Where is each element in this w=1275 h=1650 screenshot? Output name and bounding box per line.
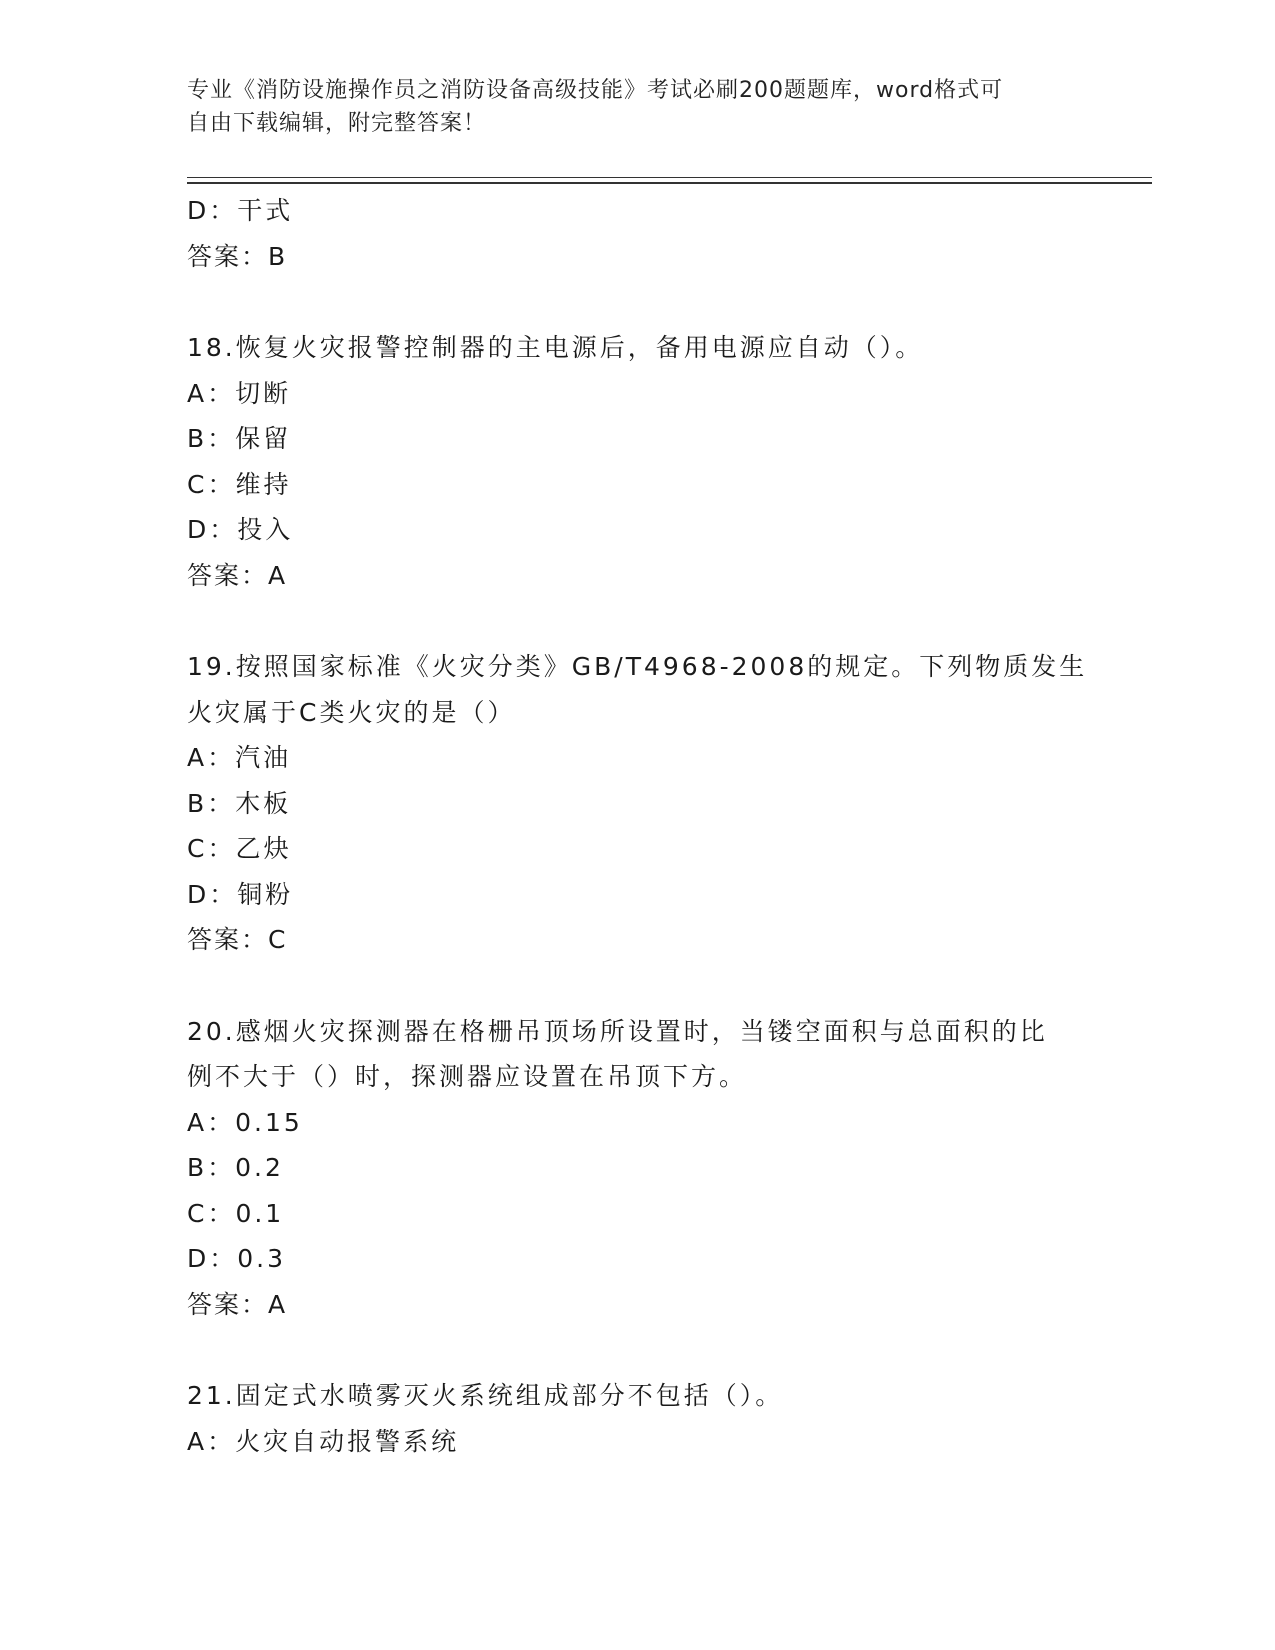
question-18 bbox=[187, 325, 1087, 598]
option-c: C：维持 bbox=[187, 469, 292, 499]
option-b: B：保留 bbox=[187, 424, 292, 453]
option-d: D：投入 bbox=[187, 515, 294, 544]
question-text-line-1: 19.按照国家标准《火灾分类》GB/T4968-2008的规定。下列物质发生 bbox=[187, 652, 1088, 681]
option-b: B：0.2 bbox=[187, 1153, 284, 1182]
option-a: A：火灾自动报警系统 bbox=[187, 1426, 460, 1456]
prev-option-d: D：干式 bbox=[187, 196, 294, 225]
prev-answer: 答案：B bbox=[187, 241, 288, 271]
option-a: A：切断 bbox=[187, 378, 292, 408]
spacer bbox=[187, 598, 1087, 644]
option-c: C：乙炔 bbox=[187, 834, 292, 863]
header-line-2: 自由下载编辑，附完整答案！ bbox=[187, 111, 487, 136]
question-19 bbox=[187, 644, 1087, 963]
answer: 答案：C bbox=[187, 925, 288, 954]
spacer bbox=[187, 279, 1087, 325]
question-text: 18.恢复火灾报警控制器的主电源后，备用电源应自动（）。 bbox=[187, 333, 924, 362]
option-d: D：0.3 bbox=[187, 1244, 287, 1273]
option-c: C：0.1 bbox=[187, 1198, 285, 1228]
header-divider-thin bbox=[187, 177, 1152, 178]
question-text-line-2: 例不大于（）时，探测器应设置在吊顶下方。 bbox=[187, 1062, 748, 1091]
header-divider-thick bbox=[187, 182, 1152, 184]
document-header bbox=[187, 74, 1067, 140]
question-20 bbox=[187, 1009, 1087, 1328]
option-a: A：汽油 bbox=[187, 743, 292, 772]
option-d: D：铜粉 bbox=[187, 879, 294, 909]
question-text-line-1: 20.感烟火灾探测器在格栅吊顶场所设置时，当镂空面积与总面积的比 bbox=[187, 1016, 1048, 1046]
option-b: B：木板 bbox=[187, 788, 292, 818]
header-line-1: 专业《消防设施操作员之消防设备高级技能》考试必刷200题题库，word格式可 bbox=[187, 78, 1004, 103]
answer: 答案：A bbox=[187, 560, 288, 590]
question-21 bbox=[187, 1373, 1087, 1464]
spacer bbox=[187, 963, 1087, 1009]
question-text: 21.固定式水喷雾灭火系统组成部分不包括（）。 bbox=[187, 1381, 784, 1410]
question-text-line-2: 火灾属于C类火灾的是（） bbox=[187, 697, 516, 727]
answer: 答案：A bbox=[187, 1289, 288, 1319]
spacer bbox=[187, 1327, 1087, 1373]
question-list bbox=[187, 188, 1087, 1464]
option-a: A：0.15 bbox=[187, 1107, 303, 1137]
